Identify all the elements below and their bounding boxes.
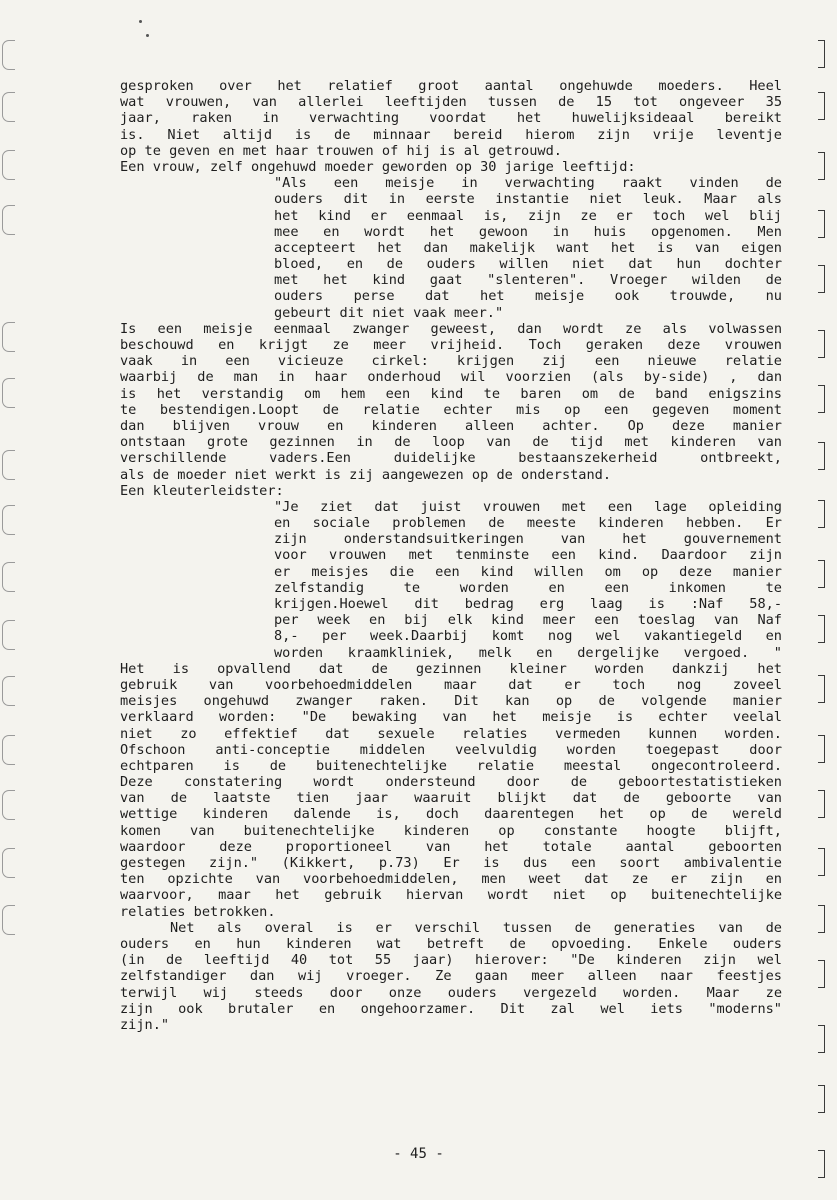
text-line: op te geven en met haar trouwen of hij is al getrouwd. (120, 142, 562, 159)
text-line: gebruik van voorbehoedmiddelen maar dat er toch nog zoveel (120, 676, 782, 693)
text-line: "Je ziet dat juist vrouwen met een lage opleiding (274, 498, 782, 515)
text-line: waardoor deze proportioneel van het totale aantal geboorten (120, 838, 782, 855)
margin-tick (818, 265, 825, 293)
binder-ring (2, 676, 15, 706)
text-line: en sociale problemen de meeste kinderen hebben. Er (274, 515, 782, 532)
text-line: 8,- per week.Daarbij komt nog wel vakantiegeld en (274, 628, 782, 645)
binder-ring (2, 92, 15, 122)
binder-ring (2, 790, 15, 820)
text-line: beschouwd en krijgt ze meer vrijheid. Toch geraken deze vrouwen (120, 337, 782, 353)
text-line: ouders perse dat het meisje ook trouwde, nu (274, 288, 782, 305)
text-line: Deze constatering wordt ondersteund door de geboortestatistieken (120, 774, 782, 791)
text-line: (in de leeftijd 40 tot 55 jaar) hierover: "De kinderen zijn wel (120, 952, 782, 969)
text-line: te bestendigen.Loopt de relatie echter mis op een gegeven moment (120, 401, 782, 418)
margin-tick (818, 330, 825, 358)
scan-speck (139, 20, 142, 23)
text-line: zelfstandiger dan wij vroeger. Ze gaan meer alleen naar feestjes (120, 968, 782, 985)
binder-ring (2, 40, 15, 70)
page-number: - 45 - (393, 1146, 444, 1162)
text-line: is. Niet altijd is de minnaar bereid hierom zijn vrije leventje (120, 126, 782, 143)
text-line: zijn ook brutaler en ongehoorzamer. Dit zal wel iets "moderns" (120, 1000, 782, 1017)
margin-tick (818, 1085, 825, 1113)
text-line: waarbij de man in haar onderhoud wil voorzien (als by-side) , dan (120, 369, 782, 386)
margin-tick (818, 500, 825, 528)
margin-tick (818, 92, 825, 120)
text-line: dan blijven vrouw en kinderen alleen achter. Op deze manier (120, 417, 782, 434)
binder-ring (2, 505, 15, 535)
text-line: is het verstandig om hem een kind te baren om de band enigszins (120, 385, 782, 402)
text-line: terwijl wij steeds door onze ouders vergezeld worden. Maar ze (120, 984, 782, 1001)
text-line: bloed, en de ouders willen niet dat hun dochter (274, 256, 782, 273)
text-line: zijn onderstandsuitkeringen van het gouvernement (274, 531, 782, 548)
margin-tick (818, 1025, 825, 1053)
margin-tick (818, 152, 825, 180)
text-line: Is een meisje eenmaal zwanger geweest, dan wordt ze als volwassen (120, 320, 782, 337)
binder-ring (2, 620, 15, 650)
text-line: worden kraamkliniek, melk en dergelijke vergoed. " (274, 644, 782, 661)
text-line: verklaard worden: "De bewaking van het meisje is echter veelal (120, 709, 782, 726)
text-line: van de laatste tien jaar waaruit blijkt dat de geboorte van (120, 790, 782, 807)
text-line: verschillende vaders.Een duidelijke bestaanszekerheid ontbreekt, (120, 450, 782, 467)
binder-ring (2, 905, 15, 935)
binder-ring (2, 322, 15, 352)
text-line: jaar, raken in verwachting voordat het huwelijksideaal bereikt (120, 110, 782, 127)
text-line: Ofschoon anti-conceptie middelen veelvuldig worden toegepast door (120, 741, 782, 758)
text-line: "Als een meisje in verwachting raakt vinden de (274, 175, 782, 192)
text-line: echtparen is de buitenechtelijke relatie meestal ongecontroleerd. (120, 757, 782, 774)
text-line: Net als overal is er verschil tussen de generaties van de (170, 919, 782, 936)
text-line: niet zo effektief dat sexuele relaties vermeden kunnen worden. (120, 725, 782, 742)
binder-ring (2, 848, 15, 878)
text-line: accepteert het dan makelijk want het is van eigen (274, 239, 782, 256)
text-line: ontstaan grote gezinnen in de loop van de tijd met kinderen van (120, 434, 782, 451)
binder-ring (2, 378, 15, 408)
text-line: wettige kinderen dalende is, doch daarentegen het op de wereld (120, 806, 782, 823)
text-line: Een vrouw, zelf ongehuwd moeder geworden op 30 jarige leeftijd: (120, 158, 636, 175)
text-line: ouders dit in eerste instantie niet leuk. Maar als (274, 191, 782, 208)
margin-tick (818, 40, 825, 68)
text-line: wat vrouwen, van allerlei leeftijden tussen de 15 tot ongeveer 35 (120, 94, 782, 111)
text-line: zijn." (120, 1016, 170, 1033)
text-line: voor vrouwen met tenminste een kind. Daardoor zijn (274, 547, 782, 564)
margin-tick (818, 210, 825, 238)
text-line: gesproken over het relatief groot aantal ongehuwde moeders. Heel (120, 78, 782, 94)
margin-tick (818, 442, 825, 470)
margin-tick (818, 675, 825, 703)
text-line: komen van buitenechtelijke kinderen op constante hoogte blijft, (120, 822, 782, 839)
text-line: als de moeder niet werkt is zij aangewezen op de onderstand. (120, 466, 612, 483)
text-line: ten opzichte van voorbehoedmiddelen, men weet dat ze er zijn en (120, 871, 782, 888)
text-line: Het is opvallend dat de gezinnen kleiner worden dankzij het (120, 660, 782, 677)
margin-tick (818, 790, 825, 818)
text-line: meisjes ongehuwd zwanger raken. Dit kan op de volgende manier (120, 693, 782, 710)
text-line: gestegen zijn." (Kikkert, p.73) Er is dus een soort ambivalentie (120, 855, 782, 871)
text-line: relaties betrokken. (120, 903, 276, 920)
document-body (120, 78, 782, 1033)
text-line: ouders en hun kinderen wat betreft de opvoeding. Enkele ouders (120, 935, 782, 952)
text-line: gebeurt dit niet vaak meer." (274, 304, 504, 321)
binder-ring (2, 150, 15, 180)
scan-speck (146, 34, 149, 37)
margin-tick (818, 615, 825, 643)
text-line: met het kind gaat "slenteren". Vroeger wilden de (274, 272, 782, 289)
binder-ring (2, 735, 15, 765)
text-line: er meisjes die een kind willen om op deze manier (274, 563, 782, 580)
binder-ring (2, 450, 15, 480)
margin-tick (818, 385, 825, 413)
margin-tick (818, 960, 825, 988)
margin-tick (818, 1150, 825, 1178)
margin-tick (818, 905, 825, 933)
margin-tick (818, 560, 825, 588)
margin-tick (818, 735, 825, 763)
text-line: waarvoor, maar het gebruik hiervan wordt niet op buitenechtelijke (120, 887, 782, 904)
binder-ring (2, 205, 15, 235)
text-line: Een kleuterleidster: (120, 482, 284, 499)
text-line: vaak in een vicieuze cirkel: krijgen zij een nieuwe relatie (120, 353, 782, 370)
text-line: per week en bij elk kind meer een toeslag van Naf (274, 612, 782, 629)
text-line: het kind er eenmaal is, zijn ze er toch wel blij (274, 207, 782, 224)
text-line: krijgen.Hoewel dit bedrag erg laag is :Naf 58,- (274, 596, 782, 612)
text-line: zelfstandig te worden en een inkomen te (274, 579, 782, 596)
text-line: mee en wordt het gewoon in huis opgenomen. Men (274, 223, 782, 240)
binder-ring (2, 562, 15, 592)
margin-tick (818, 848, 825, 876)
